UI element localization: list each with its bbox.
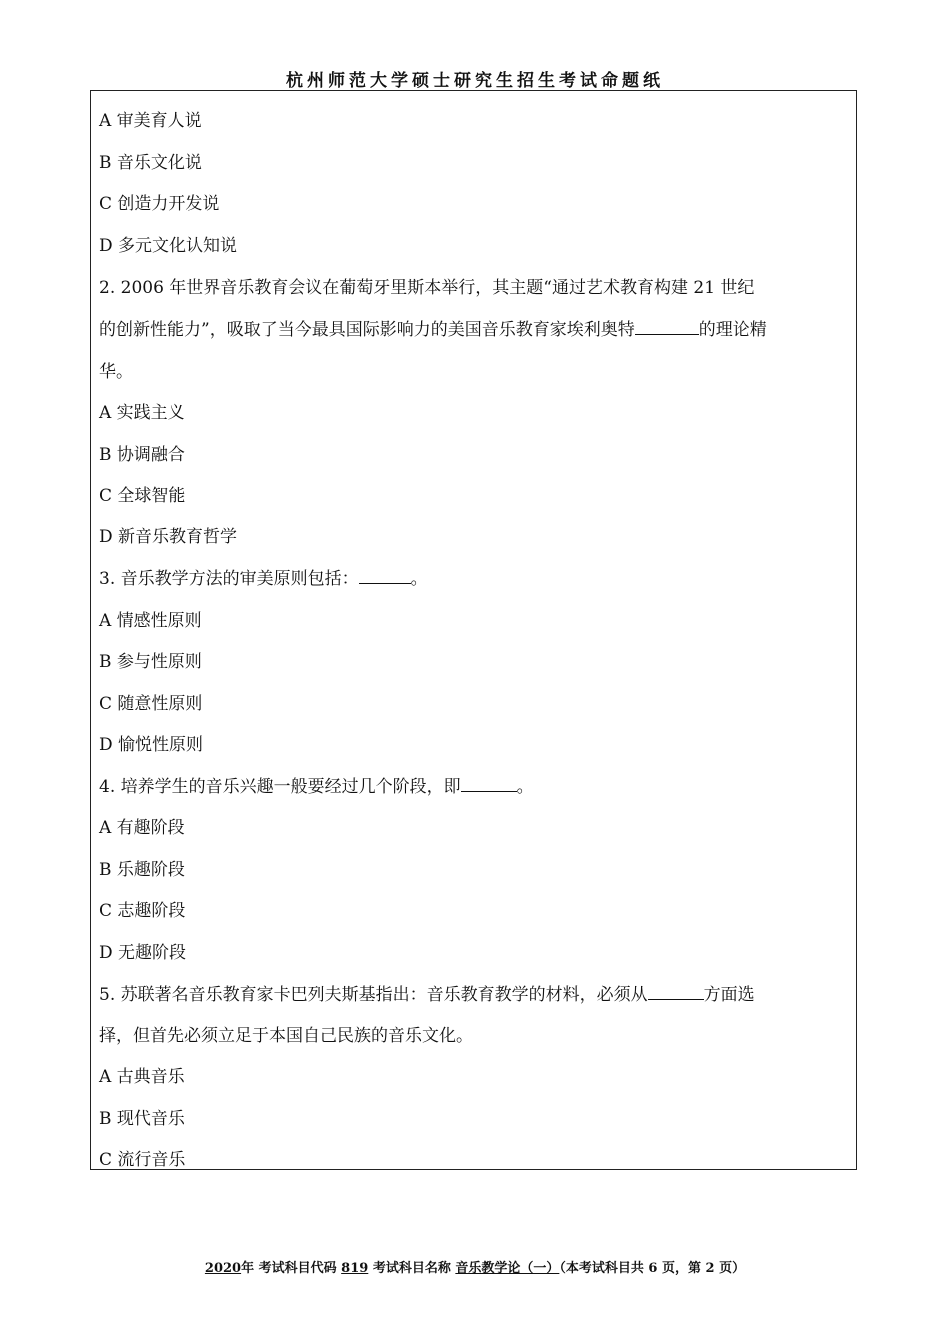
q2-stem-line2-text: 的创新性能力”，吸取了当今最具国际影响力的美国音乐教育家埃利奥特 <box>99 320 635 340</box>
q5-stem-line2: 择，但首先必须立足于本国自己民族的音乐文化。 <box>99 1026 473 1046</box>
q5-stem-line1 <box>99 980 755 1005</box>
q3-option-d: D 愉悦性原则 <box>99 735 204 755</box>
q3-option-c: C 随意性原则 <box>99 694 203 714</box>
q2-stem-line2-tail: 的理论精 <box>698 320 767 340</box>
q3-stem <box>99 564 428 589</box>
footer-year-suffix: 年 考试科目代码 <box>241 1261 342 1276</box>
q4-stem <box>99 772 534 797</box>
footer-year: 2020 <box>204 1261 242 1276</box>
q1-option-b: B 音乐文化说 <box>99 153 202 173</box>
q4-option-d: D 无趣阶段 <box>99 943 187 963</box>
q2-stem-line2 <box>99 315 767 340</box>
q5-option-b: B 现代音乐 <box>99 1109 185 1129</box>
q3-stem-text: 3. 音乐教学方法的审美原则包括： <box>99 569 359 589</box>
footer-name-label: 考试科目名称 <box>368 1261 456 1276</box>
answer-blank <box>648 985 704 1000</box>
q4-option-c: C 志趣阶段 <box>99 901 186 921</box>
exam-paper-header: 杭州师范大学硕士研究生招生考试命题纸 <box>286 71 664 91</box>
q5-stem-line1-tail: 方面选 <box>703 985 755 1005</box>
answer-blank <box>359 569 411 584</box>
q2-option-d: D 新音乐教育哲学 <box>99 527 238 547</box>
page-footer <box>0 1257 950 1276</box>
q2-option-b: B 协调融合 <box>99 445 185 465</box>
answer-blank <box>461 777 517 792</box>
q1-option-c: C 创造力开发说 <box>99 194 220 214</box>
q5-stem-line1-text: 5. 苏联著名音乐教育家卡巴列夫斯基指出：音乐教育教学的材料，必须从 <box>99 985 648 1005</box>
q4-option-a: A 有趣阶段 <box>99 818 185 838</box>
q5-option-a: A 古典音乐 <box>99 1067 185 1087</box>
footer-subject-code: 819 <box>341 1261 369 1276</box>
q2-stem-line3: 华。 <box>99 362 133 382</box>
footer-subject-name: 音乐教学论（一） <box>455 1261 560 1276</box>
q4-stem-tail: 。 <box>516 777 534 797</box>
footer-page-info: （本考试科目共 6 页，第 2 页） <box>559 1261 746 1276</box>
q1-option-a: A 审美育人说 <box>99 111 202 131</box>
q3-option-a: A 情感性原则 <box>99 611 202 631</box>
q5-option-c: C 流行音乐 <box>99 1150 186 1170</box>
q2-option-a: A 实践主义 <box>99 403 185 423</box>
q3-stem-tail: 。 <box>410 569 428 589</box>
q2-stem-line1: 2. 2006 年世界音乐教育会议在葡萄牙里斯本举行，其主题“通过艺术教育构建 21 世纪 <box>99 278 755 298</box>
answer-blank <box>635 320 699 335</box>
q4-option-b: B 乐趣阶段 <box>99 860 185 880</box>
q2-option-c: C 全球智能 <box>99 486 186 506</box>
q1-option-d: D 多元文化认知说 <box>99 236 238 256</box>
q3-option-b: B 参与性原则 <box>99 652 202 672</box>
q4-stem-text: 4. 培养学生的音乐兴趣一般要经过几个阶段，即 <box>99 777 461 797</box>
